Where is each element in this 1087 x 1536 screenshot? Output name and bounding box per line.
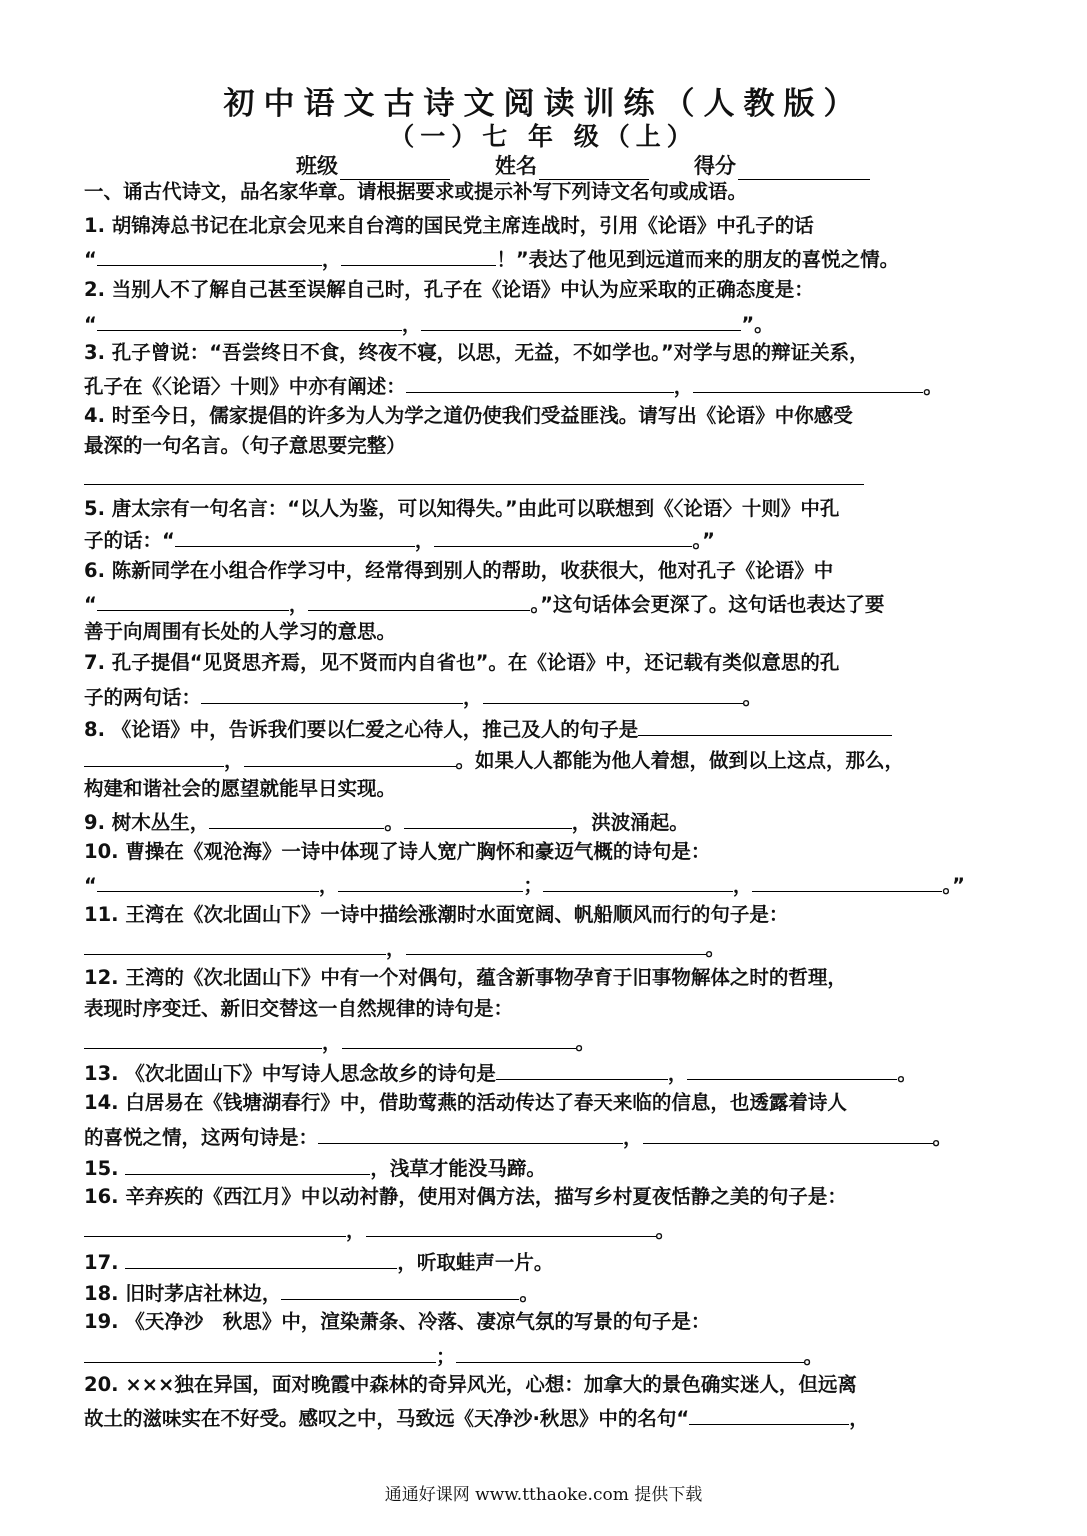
page-title: 初中语文古诗文阅读训练（人教版） [223, 86, 864, 122]
answer-blank[interactable] [434, 524, 692, 547]
class-blank[interactable] [340, 157, 450, 180]
question-12-text-2: 表现时序变迁、新旧交替这一自然规律的诗句是： [84, 997, 514, 1020]
answer-blank[interactable] [689, 1402, 849, 1425]
answer-blank[interactable] [643, 1121, 933, 1144]
question-1-text: 1. 胡锦涛总书记在北京会见来自台湾的国民党主席连战时，引用《论语》中孔子的话 [84, 214, 814, 237]
question-1-answer-line: “ ， ！”表达了他见到远道而来的朋友的喜悦之情。 [84, 243, 899, 271]
answer-blank[interactable] [97, 869, 319, 892]
question-6-text-2: 善于向周围有长处的人学习的意思。 [84, 620, 397, 643]
question-8-text: 8. 《论语》中，告诉我们要以仁爱之心待人，推己及人的句子是 [84, 713, 892, 741]
class-field [296, 150, 450, 180]
question-16-answer-line: ， 。 [84, 1214, 675, 1242]
answer-blank[interactable] [281, 1277, 519, 1300]
question-12-text: 12. 王湾的《次北固山下》中有一个对偶句，蕴含新事物孕育于旧事物解体之时的哲理， [84, 966, 847, 989]
answer-blank[interactable] [97, 588, 289, 611]
name-label: 姓名 [495, 154, 537, 178]
name-blank[interactable] [539, 157, 649, 180]
question-8-text-2: 构建和谐社会的愿望就能早日实现。 [84, 777, 397, 800]
answer-blank[interactable] [125, 1246, 397, 1269]
answer-blank[interactable] [543, 869, 733, 892]
question-5-text: 5. 唐太宗有一句名言：“以人为鉴，可以知得失。”由此可以联想到《〈论语〉十则》中孔 [84, 497, 840, 520]
download-footer: 通通好课网 www.tthaoke.com 提供下载 [384, 1485, 703, 1505]
answer-blank[interactable] [84, 1340, 436, 1363]
question-18-line: 18. 旧时茅店社林边， 。 [84, 1277, 539, 1305]
question-14-text: 14. 白居易在《钱塘湖春行》中，借助莺燕的活动传达了春天来临的信息，也透露着诗人 [84, 1091, 847, 1114]
question-15-line: 15. ，浅草才能没马蹄。 [84, 1152, 546, 1180]
answer-blank[interactable] [693, 370, 923, 393]
page-subtitle: （一）七 年 级（上） [389, 122, 698, 151]
score-blank[interactable] [738, 157, 870, 180]
answer-blank[interactable] [318, 1121, 623, 1144]
answer-blank[interactable] [338, 869, 523, 892]
question-6-answer-line: “ ， 。”这句话体会更深了。这句话也表达了要 [84, 588, 884, 616]
answer-blank[interactable] [421, 308, 741, 331]
class-label: 班级 [296, 154, 338, 178]
section-heading: 一、诵古代诗文，品名家华章。请根据要求或提示补写下列诗文名句或成语。 [84, 180, 748, 203]
answer-blank[interactable] [175, 524, 415, 547]
answer-blank[interactable] [366, 1214, 656, 1237]
question-19-text: 19. 《天净沙 秋思》中，渲染萧条、冷落、凄凉气氛的写景的句子是： [84, 1310, 711, 1333]
question-19-answer-line: ； 。 [84, 1340, 823, 1368]
question-20-answer-line: 故土的滋味实在不好受。感叹之中，马致远《天净沙·秋思》中的名句“ ， [84, 1402, 869, 1430]
question-11-answer-line: ， 。 [84, 932, 725, 960]
score-label: 得分 [694, 154, 736, 178]
question-13-line: 13. 《次北固山下》中写诗人思念故乡的诗句是 ， 。 [84, 1057, 917, 1085]
answer-blank[interactable] [97, 308, 402, 331]
question-4-text-2: 最深的一句名言。（句子意思要完整） [84, 434, 406, 457]
answer-blank[interactable] [752, 869, 942, 892]
answer-blank[interactable] [341, 243, 496, 266]
answer-blank[interactable] [308, 588, 530, 611]
question-7-answer-line: 子的两句话： ， 。 [84, 681, 762, 709]
question-8-answer-line: ， 。如果人人都能为他人着想，做到以上这点，那么， [84, 744, 904, 772]
question-7-text: 7. 孔子提倡“见贤思齐焉，见不贤而内自省也”。在《论语》中，还记载有类似意思的孔 [84, 651, 840, 674]
answer-blank[interactable] [84, 744, 224, 767]
answer-blank[interactable] [456, 1340, 804, 1363]
answer-blank[interactable] [84, 1026, 322, 1049]
answer-blank[interactable] [496, 1057, 668, 1080]
name-field [495, 150, 649, 180]
question-4-text: 4. 时至今日，儒家提倡的许多为人为学之道仍使我们受益匪浅。请写出《论语》中你感受 [84, 404, 853, 427]
question-4-answer-blank[interactable] [84, 484, 864, 485]
question-11-text: 11. 王湾在《次北固山下》一诗中描绘涨潮时水面宽阔、帆船顺风而行的句子是： [84, 903, 789, 926]
answer-blank[interactable] [342, 1026, 576, 1049]
answer-blank[interactable] [97, 243, 322, 266]
question-17-line: 17. ，听取蛙声一片。 [84, 1246, 553, 1274]
question-3-text: 3. 孔子曾说：“吾尝终日不食，终夜不寝，以思，无益，不如学也。”对学与思的辩证关系， [84, 341, 869, 364]
answer-blank[interactable] [483, 681, 743, 704]
score-field [694, 150, 870, 180]
question-3-answer-line: 孔子在《〈论语〉十则》中亦有阐述： ， 。 [84, 370, 943, 398]
question-2-answer-line: “ ， ”。 [84, 308, 774, 336]
question-10-text: 10. 曹操在《观沧海》一诗中体现了诗人宽广胸怀和豪迈气概的诗句是： [84, 840, 711, 863]
answer-blank[interactable] [125, 1152, 370, 1175]
answer-blank[interactable] [406, 370, 674, 393]
question-10-answer-line: “ ， ； ， 。” [84, 869, 965, 897]
answer-blank[interactable] [404, 806, 572, 829]
question-12-answer-line: ， 。 [84, 1026, 595, 1054]
answer-blank[interactable] [201, 681, 463, 704]
question-14-answer-line: 的喜悦之情，这两句诗是： ， 。 [84, 1121, 952, 1149]
answer-blank[interactable] [638, 713, 892, 736]
answer-blank[interactable] [84, 1214, 346, 1237]
question-9-line: 9. 树木丛生， 。 ，洪波涌起。 [84, 806, 689, 834]
answer-blank[interactable] [209, 806, 384, 829]
question-6-text: 6. 陈新同学在小组合作学习中，经常得到别人的帮助，收获很大，他对孔子《论语》中 [84, 559, 834, 582]
question-2-text: 2. 当别人不了解自己甚至误解自己时，孔子在《论语》中认为应采取的正确态度是： [84, 278, 814, 301]
answer-blank[interactable] [687, 1057, 897, 1080]
answer-blank[interactable] [244, 744, 456, 767]
question-20-text: 20. ×××独在异国，面对晚霞中森林的奇异风光，心想：加拿大的景色确实迷人，但远离 [84, 1373, 857, 1396]
answer-blank[interactable] [84, 932, 386, 955]
answer-blank[interactable] [406, 932, 706, 955]
question-5-answer-line: 子的话：“ ， 。” [84, 524, 715, 552]
question-16-text: 16. 辛弃疾的《西江月》中以动衬静，使用对偶方法，描写乡村夏夜恬静之美的句子是： [84, 1185, 847, 1208]
